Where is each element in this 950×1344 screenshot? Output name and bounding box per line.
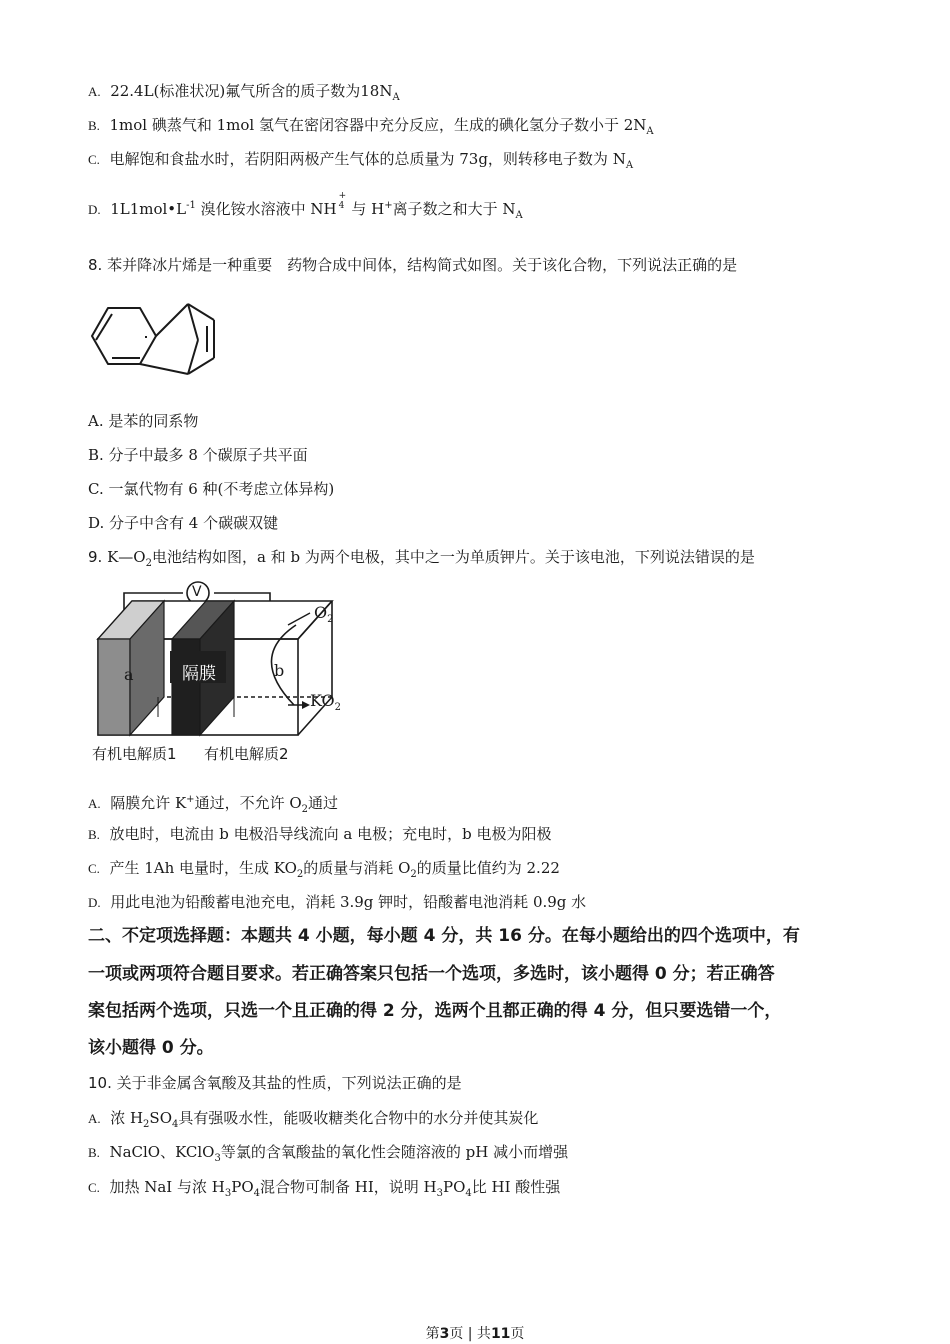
electrolyte1-label: 有机电解质1 xyxy=(92,745,177,763)
section2-line1: 二、不定项选择题：本题共 4 小题，每小题 4 分，共 16 分。在每小题给出的四个选项中，有 xyxy=(88,926,800,946)
nh4-charge: + 4 xyxy=(338,191,347,211)
q7-option-a: A. 22.4L(标准状况)氟气所含的质子数为$18N_A$ xyxy=(88,82,400,103)
q7-option-d: D. $1L1mol•L^{-1}$ 溴化铵水溶液中 NH + 4 与 H+离子数之和大于 $N_A$ xyxy=(88,191,523,221)
q10-stem: 10. 关于非金属含氧酸及其盐的性质，下列说法正确的是 xyxy=(88,1074,462,1092)
q8-option-d: D. 分子中含有 4 个碳碳双键 xyxy=(88,514,279,532)
q9-option-d: D. 用此电池为铅酸蓄电池充电，消耗 3.9g 钾时，铅酸蓄电池消耗 0.9g 水 xyxy=(88,893,587,911)
q8-option-b: B. 分子中最多 8 个碳原子共平面 xyxy=(88,446,308,464)
q10-option-a: A. 浓 $H_2SO_4$具有强吸水性，能吸收糖类化合物中的水分并使其炭化 xyxy=(88,1109,539,1130)
total-pages: 11 xyxy=(490,1326,511,1342)
q8-option-c: C. 一氯代物有 6 种(不考虑立体异构) xyxy=(88,480,335,498)
voltmeter-label: V xyxy=(192,584,202,600)
q9-option-a: A. 隔膜允许 K+通过，不允许 $O_2$通过 xyxy=(88,794,339,815)
q7-option-b: B. 1mol 碘蒸气和 1mol 氢气在密闭容器中充分反应，生成的碘化氢分子数小于 $2N_A$ xyxy=(88,116,654,137)
q9-stem: 9. $K—O_2$电池结构如图，a 和 b 为两个电极，其中之一为单质钾片。关于该电池，下列说法错误的是 xyxy=(88,548,755,569)
section2-line2: 一项或两项符合题目要求。若正确答案只包括一个选项，多选时，该小题得 0 分；若正确答 xyxy=(88,964,775,984)
q9-option-b: B. 放电时，电流由 b 电极沿导线流向 a 电极；充电时，b 电极为阳极 xyxy=(88,825,552,843)
q9-option-c: C. 产生 1Ah 电量时，生成 $KO_2$的质量与消耗 $O_2$的质量比值约为 2.22 xyxy=(88,859,560,880)
q10-option-b: B. NaClO、KClO$_3$等氯的含氧酸盐的氧化性会随溶液的 pH 减小而增强 xyxy=(88,1143,569,1164)
q10-option-c: C. 加热 NaI 与浓 $H_3PO_4$混合物可制备 HI，说明 $H_3PO_4$比 HI 酸性强 xyxy=(88,1178,561,1199)
electrolyte2-label: 有机电解质2 xyxy=(204,745,289,763)
q8-stem: 8. 苯并降冰片烯是一种重要 药物合成中间体，结构简式如图。关于该化合物，下列说法正确的是 xyxy=(88,256,738,274)
o2-label: $O_2$ xyxy=(314,603,334,626)
page-number: 3 xyxy=(439,1326,450,1342)
k-o2-battery-diagram xyxy=(88,577,358,772)
section2-line3: 案包括两个选项，只选一个且正确的得 2 分，选两个且都正确的得 4 分，但只要选错一个， xyxy=(88,1001,782,1021)
membrane-label: 隔膜 xyxy=(182,664,216,684)
ko2-label: $KO_2$ xyxy=(310,691,342,714)
benzonorbornadiene-structure xyxy=(86,296,226,382)
electrode-b-label: b xyxy=(274,661,285,680)
section2-line4: 该小题得 0 分。 xyxy=(88,1038,214,1058)
page-footer: 第3页 | 共11页 xyxy=(425,1326,525,1342)
q8-option-a: A. 是苯的同系物 xyxy=(88,412,199,430)
electrode-a-label: a xyxy=(124,665,134,684)
q7-option-c: C. 电解饱和食盐水时，若阴阳两极产生气体的总质量为 73g，则转移电子数为 $N_A$ xyxy=(88,150,634,171)
